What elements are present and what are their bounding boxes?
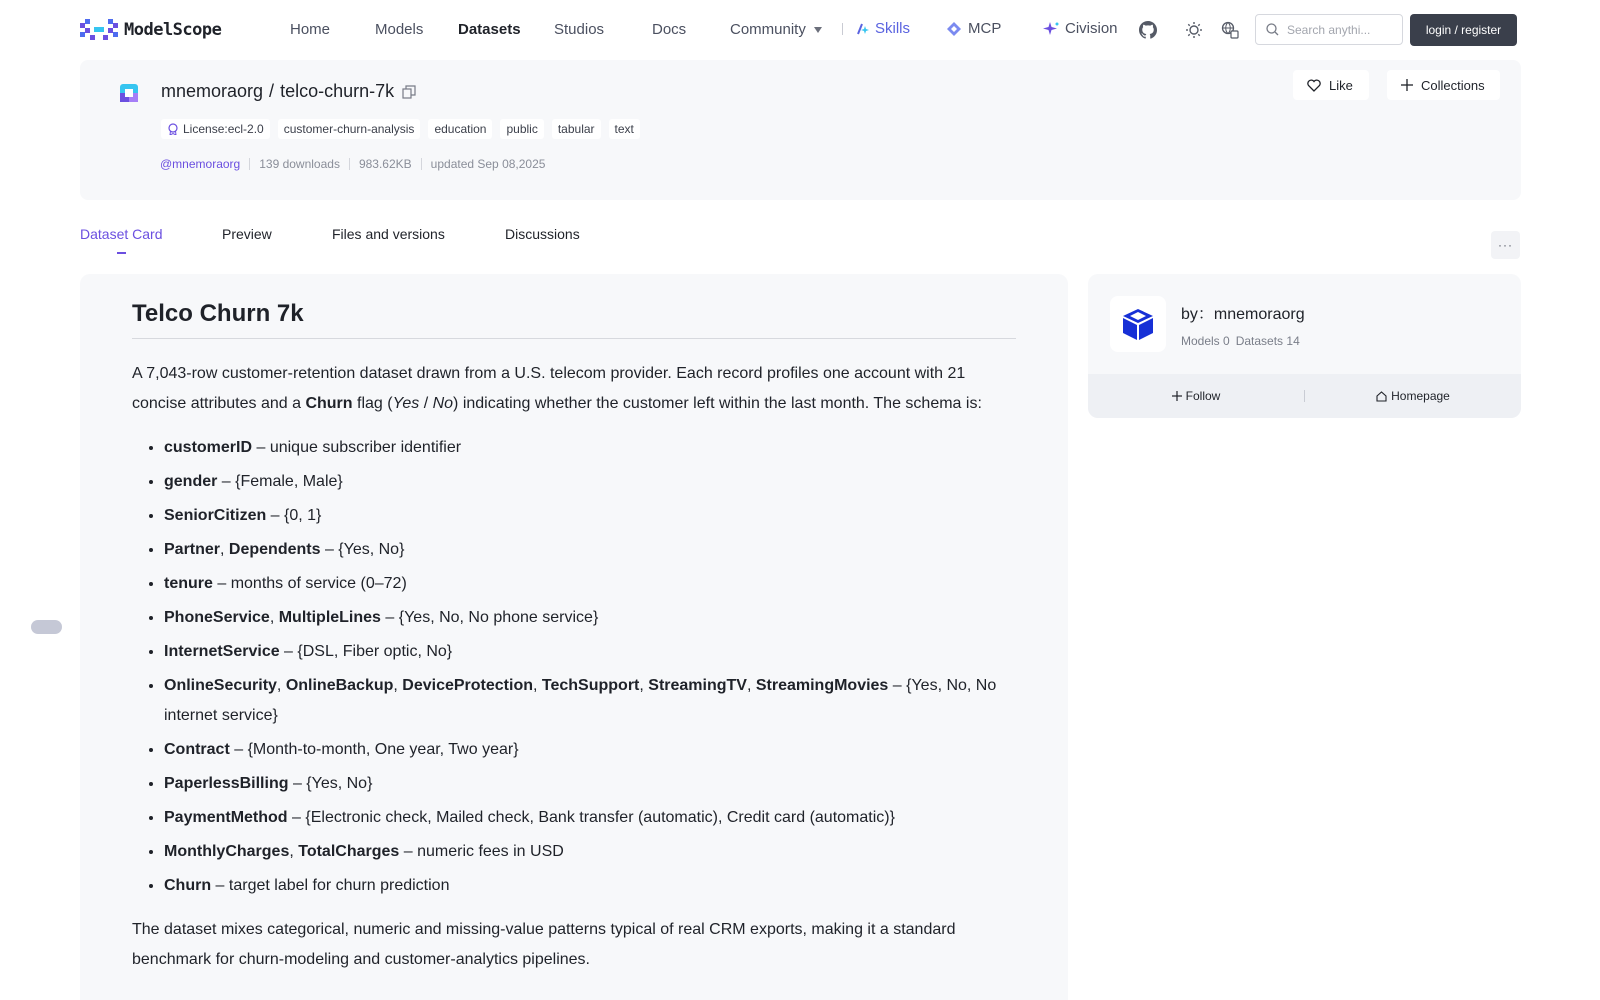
field-description: – {Yes, No, No phone service} bbox=[380, 609, 599, 626]
sparkle-icon bbox=[1043, 21, 1059, 37]
cube-icon bbox=[1120, 306, 1156, 342]
field-name: MonthlyCharges bbox=[164, 843, 290, 860]
dataset-title bbox=[161, 81, 416, 102]
field-description: – months of service (0–72) bbox=[212, 575, 407, 592]
schema-field-item: • OnlineSecurity, OnlineBackup, DeviceProtection, TechSupport, StreamingTV, StreamingMovies – {Yes, No, No internet service} bbox=[164, 671, 1016, 731]
nav-community[interactable] bbox=[730, 21, 822, 38]
nav-divider bbox=[842, 23, 843, 35]
side-scroll-handle[interactable] bbox=[31, 620, 62, 634]
field-name: Partner bbox=[164, 541, 221, 558]
title-separator: / bbox=[269, 81, 275, 101]
author-name[interactable]: by：mnemoraorg bbox=[1181, 306, 1305, 323]
skills-icon bbox=[856, 23, 869, 35]
field-name: TechSupport bbox=[541, 677, 640, 694]
like-label: Like bbox=[1329, 77, 1353, 93]
home-icon bbox=[1376, 391, 1387, 402]
dataset-header bbox=[80, 60, 1521, 200]
github-icon[interactable] bbox=[1138, 20, 1158, 40]
active-tab-indicator bbox=[117, 252, 126, 254]
schema-field-item bbox=[164, 569, 1016, 599]
tag-item[interactable]: tabular bbox=[552, 119, 601, 139]
login-register-button[interactable]: login / register bbox=[1410, 14, 1517, 46]
schema-field-item bbox=[164, 735, 1016, 765]
schema-field-item: • Partner, Dependents – {Yes, No} bbox=[164, 535, 1016, 565]
search-box[interactable] bbox=[1255, 14, 1403, 45]
nav-mcp-label: MCP bbox=[968, 20, 1002, 37]
author-models-count: Models 0 bbox=[1181, 334, 1230, 348]
dataset-name: telco-churn-7k bbox=[280, 81, 395, 101]
modelscope-logo-icon bbox=[80, 19, 118, 40]
field-name: gender bbox=[164, 473, 218, 490]
field-description: – numeric fees in USD bbox=[399, 843, 564, 860]
logo-text: ModelScope bbox=[124, 19, 222, 40]
field-description: – {Female, Male} bbox=[217, 473, 343, 490]
language-icon[interactable] bbox=[1220, 20, 1240, 40]
author-stats bbox=[1181, 334, 1300, 348]
nav-mcp[interactable] bbox=[946, 20, 1001, 37]
nav-datasets[interactable]: Datasets bbox=[458, 21, 521, 38]
field-name: Churn bbox=[164, 877, 212, 894]
follow-button[interactable] bbox=[1088, 389, 1304, 403]
nav-studios[interactable]: Studios bbox=[554, 21, 605, 38]
field-name: customerID bbox=[164, 439, 253, 456]
tag-license[interactable] bbox=[161, 119, 270, 139]
field-name: SeniorCitizen bbox=[164, 507, 267, 524]
updated-date: updated Sep 08,2025 bbox=[430, 157, 546, 171]
field-description: – unique subscriber identifier bbox=[252, 439, 462, 456]
schema-list bbox=[132, 433, 1016, 901]
field-name: PaperlessBilling bbox=[164, 775, 289, 792]
meta-divider bbox=[349, 158, 350, 170]
field-description: – {Month-to-month, One year, Two year} bbox=[229, 741, 519, 758]
meta-divider bbox=[421, 158, 422, 170]
schema-field-item: • PhoneService, MultipleLines – {Yes, No, No phone service} bbox=[164, 603, 1016, 633]
collections-button[interactable] bbox=[1387, 70, 1500, 100]
field-name: DeviceProtection bbox=[402, 677, 533, 694]
schema-field-item: • MonthlyCharges, TotalCharges – numeric fees in USD bbox=[164, 837, 1016, 867]
field-description: – target label for churn prediction bbox=[211, 877, 450, 894]
homepage-button[interactable] bbox=[1305, 389, 1521, 403]
plus-icon bbox=[1172, 391, 1182, 401]
tab-discussions[interactable]: Discussions bbox=[505, 226, 580, 242]
field-name: OnlineSecurity bbox=[164, 677, 277, 694]
field-description: – {0, 1} bbox=[266, 507, 322, 524]
field-name: StreamingMovies bbox=[755, 677, 889, 694]
meta-divider bbox=[249, 158, 250, 170]
author-datasets-count: Datasets 14 bbox=[1235, 334, 1300, 348]
field-name: tenure bbox=[164, 575, 213, 592]
field-description: – {DSL, Fiber optic, No} bbox=[279, 643, 453, 660]
nav-skills-label: Skills bbox=[875, 20, 911, 37]
field-description: – {Yes, No} bbox=[320, 541, 405, 558]
tag-label: License:ecl-2.0 bbox=[183, 122, 264, 136]
field-name: StreamingTV bbox=[648, 677, 747, 694]
dataset-card-content bbox=[132, 300, 1016, 975]
field-name: PaymentMethod bbox=[164, 809, 288, 826]
owner-link[interactable]: @mnemoraorg bbox=[160, 157, 241, 171]
intro-paragraph: A 7,043-row customer-retention dataset drawn from a U.S. telecom provider. Each record profiles one account with 21 concise attributes and a Churn flag (Yes / No) indicating whether the customer left within the last month. The schema is: bbox=[132, 365, 982, 412]
tag-item[interactable]: education bbox=[428, 119, 492, 139]
field-name: OnlineBackup bbox=[285, 677, 394, 694]
follow-label: Follow bbox=[1185, 389, 1221, 403]
author-actions bbox=[1088, 374, 1521, 418]
schema-field-item bbox=[164, 467, 1016, 497]
nav-models[interactable]: Models bbox=[375, 21, 424, 38]
tag-item[interactable]: customer-churn-analysis bbox=[278, 119, 421, 139]
nav-community-label: Community bbox=[730, 21, 806, 38]
search-input[interactable] bbox=[1287, 23, 1397, 37]
copy-icon[interactable] bbox=[402, 85, 416, 99]
more-options-button[interactable]: ··· bbox=[1491, 231, 1520, 259]
dataset-owner[interactable]: mnemoraorg bbox=[161, 81, 264, 101]
heart-icon bbox=[1307, 79, 1321, 92]
nav-docs[interactable]: Docs bbox=[652, 21, 687, 38]
tag-item[interactable]: text bbox=[609, 119, 640, 139]
download-count: 139 downloads bbox=[259, 157, 340, 171]
dataset-card-panel bbox=[80, 274, 1068, 1000]
field-description: – {Yes, No} bbox=[288, 775, 373, 792]
nav-civision-label: Civision bbox=[1065, 20, 1118, 37]
author-card bbox=[1088, 274, 1521, 418]
search-icon bbox=[1266, 23, 1279, 36]
schema-field-item bbox=[164, 433, 1016, 463]
card-title: Telco Churn 7k bbox=[132, 300, 1016, 339]
license-icon bbox=[167, 123, 179, 135]
dataset-avatar-icon bbox=[120, 84, 138, 102]
tab-dataset-card[interactable]: Dataset Card bbox=[80, 226, 163, 242]
top-navigation-bar bbox=[0, 0, 1600, 58]
field-name: InternetService bbox=[164, 643, 280, 660]
nav-home[interactable]: Home bbox=[290, 21, 331, 38]
schema-field-item bbox=[164, 501, 1016, 531]
field-name: PhoneService bbox=[164, 609, 270, 626]
like-button[interactable] bbox=[1293, 70, 1369, 100]
chevron-down-icon bbox=[814, 27, 822, 33]
tag-list bbox=[161, 119, 640, 139]
field-description: – {Electronic check, Mailed check, Bank transfer (automatic), Credit card (automatic)} bbox=[287, 809, 895, 826]
nav-skills[interactable] bbox=[856, 20, 910, 37]
modelscope-logo[interactable] bbox=[80, 19, 221, 40]
author-avatar[interactable] bbox=[1110, 296, 1166, 352]
tab-files-and-versions[interactable]: Files and versions bbox=[332, 226, 445, 242]
field-name: Dependents bbox=[228, 541, 321, 558]
dataset-size: 983.62KB bbox=[358, 157, 412, 171]
field-description: – {Yes, No, No internet service} bbox=[164, 677, 997, 724]
schema-field-item bbox=[164, 871, 1016, 901]
field-name: TotalCharges bbox=[298, 843, 400, 860]
field-name: Contract bbox=[164, 741, 230, 758]
theme-toggle-icon[interactable] bbox=[1184, 20, 1204, 40]
tab-preview[interactable]: Preview bbox=[222, 226, 272, 242]
nav-civision[interactable] bbox=[1043, 20, 1118, 37]
schema-field-item bbox=[164, 803, 1016, 833]
tag-item[interactable]: public bbox=[500, 119, 543, 139]
homepage-label: Homepage bbox=[1391, 389, 1450, 403]
dataset-meta bbox=[160, 157, 545, 171]
collections-label: Collections bbox=[1421, 77, 1485, 93]
schema-field-item bbox=[164, 637, 1016, 667]
field-name: MultipleLines bbox=[278, 609, 381, 626]
mcp-icon bbox=[946, 21, 962, 37]
plus-icon bbox=[1401, 79, 1413, 91]
schema-field-item bbox=[164, 769, 1016, 799]
outro-paragraph: The dataset mixes categorical, numeric and missing-value patterns typical of real CRM exports, making it a standard benchmark for churn-modeling and customer-analytics pipelines. bbox=[132, 921, 956, 968]
